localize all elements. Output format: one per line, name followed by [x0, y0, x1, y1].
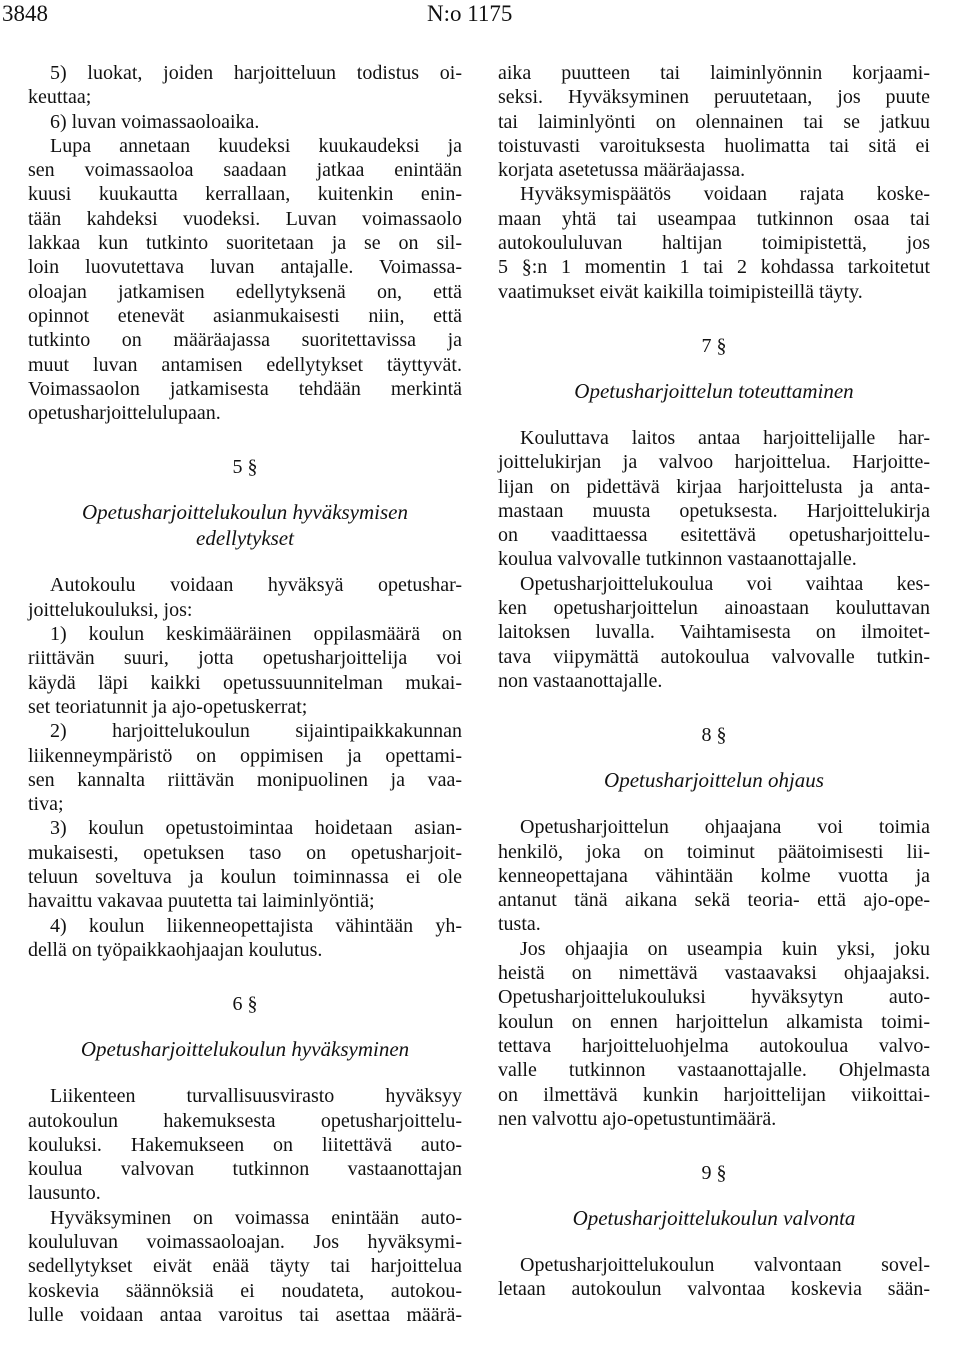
text-line: tään kahdeksi vuodeksi. Luvan voimassaolo — [28, 207, 462, 230]
text-line: koskevia säännöksiä ei noudateta, autokou- — [28, 1279, 462, 1302]
text-line: aika puutteen tai laiminlyönnin korjaami- — [498, 62, 930, 84]
text-line: 2) harjoittelukoulun sijaintipaikkakunnan — [50, 720, 462, 743]
text-line: 4) koulun liikenneopettajista vähintään yh- — [50, 914, 462, 937]
text-line: letaan autokoulun valvontaa koskevia sään- — [498, 1278, 930, 1301]
section-title-9: Opetusharjoittelukoulun valvonta — [572, 1206, 856, 1231]
text-line: 6) luvan voimassaoloaika. — [50, 110, 260, 133]
text-line: opetusharjoittelulupaan. — [28, 402, 221, 425]
text-line: käydä läpi kaikki opetussuunnitelman mukai- — [28, 671, 462, 694]
paragraph — [498, 937, 930, 1131]
text-line: Kouluttava laitos antaa harjoittelijalle har- — [520, 426, 930, 449]
text-line: non vastaanottajalle. — [498, 669, 663, 692]
text-line: toistuvasti varoituksesta huolimatta tai sitä ei — [498, 134, 930, 157]
page-number: 3848 — [2, 1, 48, 26]
text-line: 5) luokat, joiden harjoitteluun todistus oi- — [50, 62, 462, 84]
list-item — [28, 622, 462, 719]
text-line: tiva; — [28, 793, 64, 816]
text-line: sedellytykset eivät enää täyty tai harjoittelua — [28, 1255, 462, 1278]
text-line: on ilmettävä kunkin harjoittelijan viikoittai- — [498, 1083, 930, 1106]
text-line: koulun on ennen harjoittelun alkamista toimi- — [498, 1010, 930, 1033]
text-line: koulua valvovan tutkinnon vastaanottajan — [28, 1158, 462, 1181]
text-line: mastaan muusta opetuksesta. Harjoittelukirja — [498, 499, 930, 522]
text-line: autokoululuvan haltijan toimipistettä, jos — [498, 232, 930, 255]
text-line: antanut tänä aikana sekä teoria- että ajo-ope- — [498, 889, 930, 912]
paragraph — [28, 134, 462, 426]
text-line: 3) koulun opetustoimintaa hoidetaan asian- — [50, 817, 462, 840]
text-line: laitoksen luvalla. Vaihtamisesta on ilmoitet- — [498, 621, 930, 644]
text-line: liikenneympäristö on oppimisen ja opettami- — [28, 744, 462, 767]
text-line: joittelukirjan ja valvoo harjoittelua. Harjoitte- — [498, 451, 930, 474]
text-line: autokoulun hakemuksesta opetusharjoittelu- — [28, 1109, 462, 1132]
text-line: Hyväksymispäätös voidaan rajata koske- — [520, 183, 930, 206]
text-line: set teoriatunnit ja ajo-opetuskerrat; — [28, 695, 308, 718]
text-line: Opetusharjoittelukouluksi hyväksytyn auto- — [498, 986, 930, 1009]
text-line: lakkaa kun tutkinto suoritetaan ja se on sil- — [28, 232, 462, 255]
text-line: valle tutkinnon vastaanottajalle. Ohjelmasta — [498, 1059, 930, 1082]
paragraph — [28, 1084, 462, 1205]
text-line: mukaisesti, opetuksen taso on opetusharjoit- — [28, 841, 462, 864]
text-line: joittelukouluksi, jos: — [28, 598, 193, 621]
title-line: edellytykset — [196, 526, 294, 551]
text-line: lulle voidaan antaa varoitus tai asettaa määrä- — [28, 1303, 462, 1326]
text-line: Autokoulu voidaan hyväksyä opetushar- — [50, 574, 462, 597]
text-line: opinnot etenevät asianmukaisesti niin, että — [28, 304, 462, 327]
left-column — [28, 61, 462, 1327]
text-line: vaatimukset eivät kaikilla toimipisteillä täyty. — [498, 280, 863, 303]
text-line: lijan on pidettävä kirjaa harjoittelusta ja anta- — [498, 475, 930, 498]
section-title-8: Opetusharjoittelun ohjaus — [604, 768, 824, 793]
text-line: tutkinto on määräajassa suoritettavissa ja — [28, 329, 462, 352]
text-line: sen kannalta riittävän monipuolinen ja vaa- — [28, 768, 462, 791]
text-line: loin luovutettava luvan antajalle. Voimassa- — [28, 256, 462, 279]
text-line: lausunto. — [28, 1182, 101, 1205]
paragraph — [498, 426, 930, 572]
text-line: korjata asetetussa määräajassa. — [498, 159, 746, 182]
text-line: tettava harjoitteluohjelma autokoulua valvo- — [498, 1034, 930, 1057]
text-line: keuttaa; — [28, 86, 92, 109]
section-number-9: 9 § — [701, 1162, 727, 1185]
text-line: seksi. Hyväksyminen peruutetaan, jos puute — [498, 86, 930, 109]
text-line: heistä on nimettävä vastaavaksi ohjaajaksi. — [498, 962, 930, 985]
text-line: muut luvan antamisen edellytykset täyttyvät. — [28, 353, 462, 376]
paragraph — [498, 572, 930, 693]
text-line: koulua valvovalle tutkinnon vastaanottajalle. — [498, 548, 857, 571]
section-number-8: 8 § — [701, 724, 727, 747]
text-line: kenneopettajana vähintään kolme vuotta ja — [498, 864, 930, 887]
text-line: tusta. — [498, 913, 541, 936]
text-line: maan yhtä tai useampaa tutkinnon osaa tai — [498, 207, 930, 230]
text-line: sen voimassaoloa saadaan jatkaa enintään — [28, 159, 462, 182]
text-line: koululuvan voimassaoloajan. Jos hyväksymi- — [28, 1230, 462, 1253]
text-line: Hyväksyminen on voimassa enintään auto- — [50, 1206, 462, 1229]
list-item — [28, 914, 462, 963]
section-title-5 — [28, 499, 462, 551]
list-item — [28, 816, 462, 913]
text-line: kuusi kuukautta kerrallaan, kuitenkin enin- — [28, 183, 462, 206]
paragraph — [28, 573, 462, 622]
paragraph — [498, 815, 930, 936]
text-line: teluun soveltuva ja koulun toiminnassa ei ole — [28, 866, 462, 889]
paragraph — [498, 1253, 930, 1302]
section-number-5: 5 § — [232, 456, 258, 479]
text-line: kouluksi. Hakemukseen on liitettävä auto- — [28, 1133, 462, 1156]
text-line: 5 §:n 1 momentin 1 tai 2 kohdassa tarkoitetut — [498, 256, 930, 279]
text-line: Opetusharjoittelukoulua voi vaihtaa kes- — [520, 572, 930, 595]
text-line: 1) koulun keskimääräinen oppilasmäärä on — [50, 623, 462, 646]
text-line: Opetusharjoittelukoulun valvontaan sovel- — [520, 1254, 930, 1277]
text-line: Opetusharjoittelun ohjaajana voi toimia — [520, 816, 930, 839]
text-line: Voimassaolon jatkamisesta tehdään merkintä — [28, 377, 462, 400]
paragraph — [498, 182, 930, 303]
paragraph — [28, 110, 462, 134]
text-line: ken opetusharjoittelun ainoastaan kouluttavan — [498, 597, 930, 620]
text-line: nen valvottu ajo-opetustuntimäärä. — [498, 1107, 777, 1130]
text-line: riittävän suuri, jotta opetusharjoittelija voi — [28, 647, 462, 670]
text-line: tai laiminlyönti on olennainen tai se jatkuu — [498, 110, 930, 133]
text-line: oloajan jatkamisen edellytyksenä on, että — [28, 280, 462, 303]
text-line: havaittu vakavaa puutetta tai laiminlyöntiä; — [28, 890, 375, 913]
section-number-7: 7 § — [701, 334, 727, 357]
text-line: dellä on työpaikkaohjaajan koulutus. — [28, 938, 323, 961]
paragraph — [28, 1206, 462, 1327]
text-line: henkilö, joka on toiminut päätoimisesti lii- — [498, 840, 930, 863]
document-number: N:o 1175 — [427, 1, 513, 26]
section-number-6: 6 § — [232, 993, 258, 1016]
paragraph — [28, 61, 462, 110]
text-line: Lupa annetaan kuudeksi kuukaudeksi ja — [50, 134, 462, 157]
section-title-7: Opetusharjoittelun toteuttaminen — [574, 378, 854, 403]
title-line: Opetusharjoittelukoulun hyväksymisen — [81, 500, 408, 525]
list-item — [28, 719, 462, 816]
section-title-6: Opetusharjoittelukoulun hyväksyminen — [80, 1037, 410, 1062]
text-line: Liikenteen turvallisuusvirasto hyväksyy — [50, 1085, 462, 1108]
right-column — [498, 61, 930, 1302]
paragraph — [498, 61, 930, 182]
text-line: Jos ohjaajia on useampia kuin yksi, joku — [520, 937, 930, 960]
text-line: on vaadittaessa esitettävä opetusharjoittelu- — [498, 524, 930, 547]
text-line: tava viipymättä autokoulua valvovalle tutkin- — [498, 645, 930, 668]
